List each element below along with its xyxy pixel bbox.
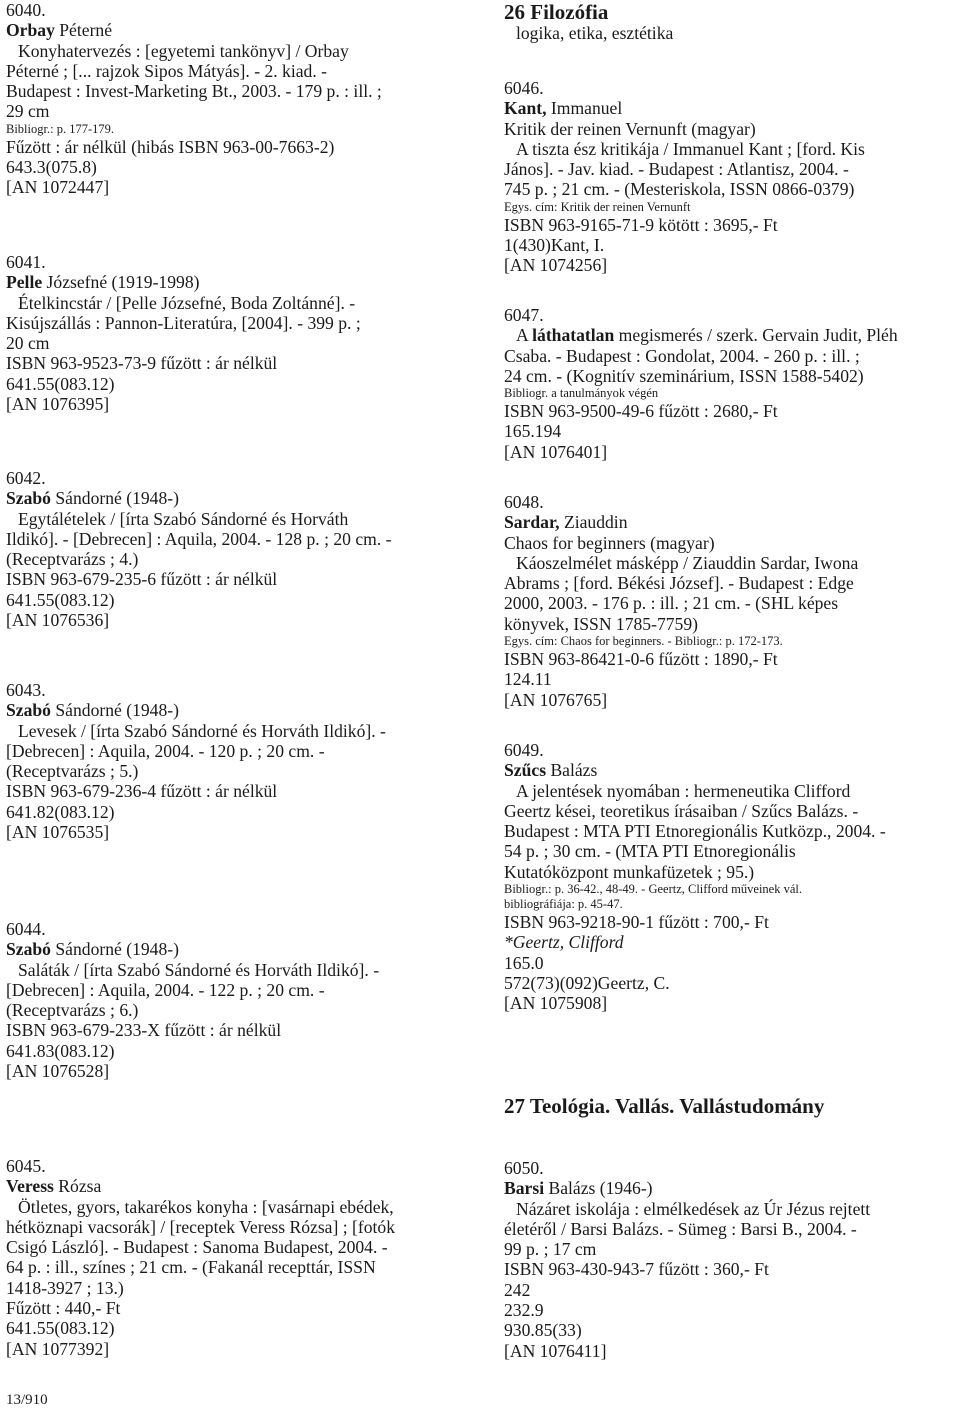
entry-line: Kritik der reinen Vernunft (magyar): [504, 118, 756, 139]
entry-line: Ötletes, gyors, takarékos konyha : [vasárnapi ebédek,: [18, 1196, 394, 1217]
entry-number: 6047.: [504, 305, 544, 325]
entry-line: Abrams ; [ford. Békési József]. - Budapest : Edge: [504, 573, 854, 594]
entry-line: (Receptvarázs ; 5.): [6, 761, 139, 782]
entry-line: 99 p. ; 17 cm: [504, 1239, 597, 1260]
entry-note: Egys. cím: Kritik der reinen Vernunft: [504, 199, 691, 214]
author-rest: Péterné: [54, 20, 113, 41]
section-26-title: 26 Filozófia: [504, 0, 609, 24]
entry-line: hétköznapi vacsorák] / [receptek Veress Rózsa] ; [fotók: [6, 1216, 396, 1237]
author-surname: Pelle: [6, 272, 43, 293]
title-prefix: A: [516, 325, 533, 346]
entry-author: [504, 512, 956, 532]
entry-6044: [6, 919, 458, 1081]
author-rest: Sándorné (1948-): [50, 939, 179, 960]
author-surname: Orbay: [6, 20, 55, 41]
entry-author: [504, 1178, 956, 1198]
entry-line: Péterné ; [... rajzok Sipos Mátyás]. - 2. kiad. -: [6, 60, 328, 81]
author-rest: Balázs: [546, 760, 598, 781]
author-rest: Rózsa: [53, 1176, 102, 1197]
entry-line: ISBN 963-679-235-6 fűzött : ár nélkül: [6, 569, 278, 590]
entry-number: 6048.: [504, 492, 544, 512]
entry-author: [6, 939, 458, 959]
entry-line: Saláták / [írta Szabó Sándorné és Horváth Ildikó]. -: [18, 959, 380, 980]
author-surname: Szabó: [6, 700, 51, 721]
author-rest: Balázs (1946-): [544, 1178, 653, 1199]
entry-line: ISBN 963-9500-49-6 fűzött : 2680,- Ft: [504, 401, 778, 422]
entry-line: Fűzött : ár nélkül (hibás ISBN 963-00-7663-2): [6, 136, 335, 157]
author-surname: Szabó: [6, 939, 51, 960]
entry-note: bibliográfiája: p. 45-47.: [504, 897, 623, 912]
entry-line: Ételkincstár / [Pelle Józsefné, Boda Zoltánné]. -: [18, 292, 356, 313]
entry-line: 1(430)Kant, I.: [504, 235, 605, 256]
entry-author: [6, 700, 458, 720]
author-surname: Barsi: [504, 1178, 545, 1199]
entry-line: ISBN 963-430-943-7 fűzött : 360,- Ft: [504, 1259, 769, 1280]
entry-line: Názáret iskolája : elmélkedések az Úr Jézus rejtett: [516, 1198, 871, 1219]
entry-6049: [504, 740, 956, 1014]
section-27-title: 27 Teológia. Vallás. Vallástudomány: [504, 1094, 825, 1118]
entry-line: Csigó László]. - Budapest : Sanoma Budapest, 2004. -: [6, 1237, 388, 1258]
author-surname: Kant,: [504, 98, 547, 119]
author-surname: Szűcs: [504, 760, 547, 781]
entry-line: 165.0: [504, 952, 544, 973]
entry-number: 6050.: [504, 1158, 544, 1178]
entry-6048: [504, 492, 956, 710]
entry-line: [AN 1075908]: [504, 993, 608, 1014]
entry-line: 641.83(083.12): [6, 1040, 115, 1061]
entry-line: [AN 1076535]: [6, 822, 110, 843]
entry-6040: [6, 0, 458, 198]
entry-line: Káoszelmélet másképp / Ziauddin Sardar, Iwona: [516, 552, 859, 573]
entry-line: 232.9: [504, 1300, 544, 1321]
entry-6046: [504, 78, 956, 276]
entry-line: [AN 1074256]: [504, 255, 608, 276]
entry-line: ISBN 963-86421-0-6 fűzött : 1890,- Ft: [504, 649, 778, 670]
entry-line: Egytálételek / [írta Szabó Sándorné és Horváth: [18, 508, 349, 529]
entry-line: 165.194: [504, 421, 562, 442]
entry-line: [AN 1072447]: [6, 177, 110, 198]
entry-6045: [6, 1156, 458, 1359]
entry-line: [Debrecen] : Aquila, 2004. - 122 p. ; 20 cm. -: [6, 979, 325, 1000]
entry-line: ISBN 963-679-236-4 fűzött : ár nélkül: [6, 781, 278, 802]
entry-6043: [6, 680, 458, 842]
entry-number: 6043.: [6, 680, 46, 700]
entry-line: Csaba. - Budapest : Gondolat, 2004. - 260 p. : ill. ;: [504, 345, 860, 366]
entry-number: 6041.: [6, 252, 46, 272]
entry-line: 641.82(083.12): [6, 801, 115, 822]
entry-author: [6, 272, 458, 292]
entry-line: [AN 1076411]: [504, 1340, 607, 1361]
entry-line: [AN 1077392]: [6, 1338, 110, 1359]
entry-line: Ildikó]. - [Debrecen] : Aquila, 2004. - 128 p. ; 20 cm. -: [6, 528, 392, 549]
entry-line: Kisújszállás : Pannon-Literatúra, [2004]. - 399 p. ;: [6, 312, 361, 333]
entry-number: 6045.: [6, 1156, 46, 1176]
entry-line: Geertz kései, teoretikus írásaiban / Szűcs Balázs. -: [504, 800, 859, 821]
entry-line: Budapest : Invest-Marketing Bt., 2003. - 179 p. : ill. ;: [6, 81, 382, 102]
entry-line: könyvek, ISSN 1785-7759): [504, 613, 699, 634]
entry-line: 641.55(083.12): [6, 1318, 115, 1339]
entry-line: 745 p. ; 21 cm. - (Mesteriskola, ISSN 0866-0379): [504, 179, 855, 200]
entry-number: 6040.: [6, 0, 46, 20]
entry-note: Egys. cím: Chaos for beginners. - Bibliogr.: p. 172-173.: [504, 634, 783, 649]
entry-line: A jelentések nyomában : hermeneutika Clifford: [516, 780, 851, 801]
entry-author: [6, 20, 458, 40]
entry-line: [AN 1076528]: [6, 1061, 110, 1082]
entry-line: 64 p. : ill., színes ; 21 cm. - (Fakanál recepttár, ISSN: [6, 1257, 376, 1278]
entry-note: Bibliogr.: p. 36-42., 48-49. - Geertz, Clifford műveinek vál.: [504, 882, 802, 897]
entry-line: 24 cm. - (Kognitív szeminárium, ISSN 1588-5402): [504, 365, 864, 386]
title-rest: megismerés / szerk. Gervain Judit, Pléh: [614, 325, 898, 346]
entry-line: [Debrecen] : Aquila, 2004. - 120 p. ; 20 cm. -: [6, 740, 325, 761]
entry-line: Konyhatervezés : [egyetemi tankönyv] / Orbay: [18, 40, 349, 61]
entry-line: *Geertz, Clifford: [504, 932, 624, 953]
entry-line: A tiszta ész kritikája / Immanuel Kant ; [ford. Kis: [516, 138, 865, 159]
entry-line: Budapest : MTA PTI Etnoregionális Kutközp., 2004. -: [504, 821, 886, 842]
page-number: 13/910: [6, 1392, 48, 1408]
entry-line: 643.3(075.8): [6, 157, 97, 178]
entry-line: 641.55(083.12): [6, 589, 115, 610]
entry-number: 6049.: [504, 740, 544, 760]
entry-line: [AN 1076536]: [6, 610, 110, 631]
entry-line: ISBN 963-679-233-X fűzött : ár nélkül: [6, 1020, 282, 1041]
author-rest: Sándorné (1948-): [50, 700, 179, 721]
entry-line: 1418-3927 ; 13.): [6, 1277, 124, 1298]
entry-6041: [6, 252, 458, 414]
entry-line: 29 cm: [6, 101, 50, 122]
entry-line: Kutatóközpont munkafüzetek ; 95.): [504, 861, 755, 882]
entry-line: [AN 1076395]: [6, 394, 110, 415]
entry-line: 124.11: [504, 669, 552, 690]
entry-title-heading: [504, 325, 956, 345]
entry-line: [AN 1076765]: [504, 689, 608, 710]
entry-line: ISBN 963-9165-71-9 kötött : 3695,- Ft: [504, 214, 778, 235]
author-surname: Sardar,: [504, 512, 560, 533]
entry-line: 572(73)(092)Geertz, C.: [504, 972, 670, 993]
entry-author: [504, 760, 956, 780]
entry-6047: [504, 305, 956, 462]
author-surname: Szabó: [6, 488, 51, 509]
title-keyword: láthatatlan: [532, 325, 615, 346]
entry-note: Bibliogr.: p. 177-179.: [6, 121, 114, 136]
entry-author: [504, 98, 956, 118]
entry-line: [AN 1076401]: [504, 441, 608, 462]
entry-author: [6, 1176, 458, 1196]
entry-number: 6044.: [6, 919, 46, 939]
entry-6042: [6, 468, 458, 630]
entry-line: (Receptvarázs ; 4.): [6, 549, 139, 570]
entry-line: János]. - Jav. kiad. - Budapest : Atlantisz, 2004. -: [504, 159, 849, 180]
entry-author: [6, 488, 458, 508]
entry-line: 930.85(33): [504, 1320, 582, 1341]
entry-line: életéről / Barsi Balázs. - Sümeg : Barsi B., 2004. -: [504, 1218, 857, 1239]
entry-line: 2000, 2003. - 176 p. : ill. ; 21 cm. - (SHL képes: [504, 593, 839, 614]
entry-number: 6042.: [6, 468, 46, 488]
entry-line: Fűzött : 440,- Ft: [6, 1298, 121, 1319]
author-rest: Immanuel: [546, 98, 623, 119]
entry-line: ISBN 963-9218-90-1 fűzött : 700,- Ft: [504, 912, 769, 933]
entry-line: (Receptvarázs ; 6.): [6, 1000, 139, 1021]
author-rest: Sándorné (1948-): [50, 488, 179, 509]
author-rest: Józsefné (1919-1998): [42, 272, 200, 293]
entry-number: 6046.: [504, 78, 544, 98]
entry-line: Chaos for beginners (magyar): [504, 532, 715, 553]
section-26-subtitle: logika, etika, esztétika: [516, 23, 674, 43]
author-rest: Ziauddin: [559, 512, 628, 533]
entry-line: ISBN 963-9523-73-9 fűzött : ár nélkül: [6, 353, 278, 374]
entry-line: 54 p. ; 30 cm. - (MTA PTI Etnoregionális: [504, 841, 796, 862]
entry-line: 641.55(083.12): [6, 373, 115, 394]
entry-note: Bibliogr. a tanulmányok végén: [504, 386, 659, 401]
entry-line: 242: [504, 1279, 531, 1300]
entry-line: Levesek / [írta Szabó Sándorné és Horváth Ildikó]. -: [18, 720, 386, 741]
entry-6050: [504, 1158, 956, 1361]
entry-line: 20 cm: [6, 333, 50, 354]
author-surname: Veress: [6, 1176, 54, 1197]
